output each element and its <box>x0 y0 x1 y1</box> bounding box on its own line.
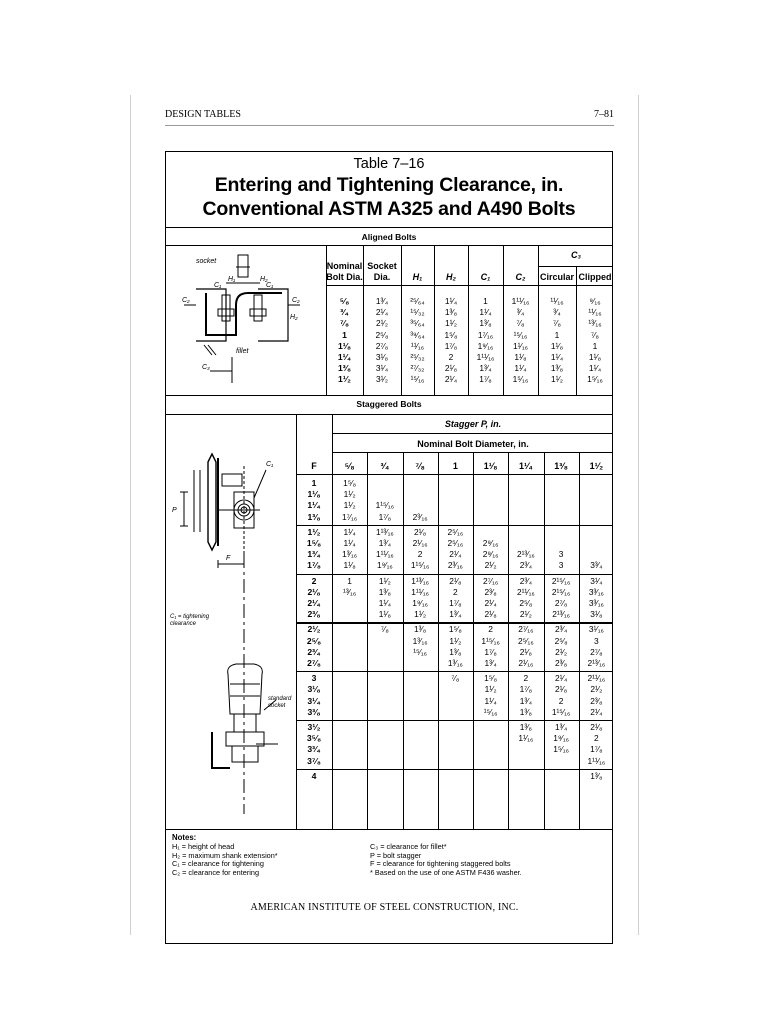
staggered-bolts-figure <box>166 414 296 829</box>
figure-label-h2: H₂ <box>260 276 268 283</box>
f-value-group-0: 1 1¹⁄₈ 1¹⁄₄ 1³⁄₈ <box>307 478 321 522</box>
stagger-cell-group-0-col-1: 1¹⁵⁄₁₆ 1⁷⁄₈ <box>375 500 395 522</box>
header-c2: C₂ <box>515 272 526 282</box>
figure-label-f: F <box>226 555 231 562</box>
header-f: F <box>311 461 317 471</box>
stagger-cell-group-1-col-1: 1¹³⁄₁₆ 1³⁄₄ 1¹¹⁄₁₆ 1⁹⁄₁₆ <box>375 526 394 571</box>
header-circular: Circular <box>539 272 574 282</box>
f-value-group-2: 2 2¹⁄₈ 2¹⁄₄ 2³⁄₈ <box>307 575 321 620</box>
column-nominal-bolt-dia: ⁵⁄₈ ³⁄₄ ⁷⁄₈ 1 1¹⁄₈ 1¹⁄₄ 1³⁄₈ 1¹⁄₂ <box>337 296 352 385</box>
table-frame <box>165 151 613 944</box>
table-title-line2: Conventional ASTM A325 and A490 Bolts <box>202 198 576 220</box>
figure-label-socket: socket <box>196 258 217 265</box>
stagger-cell-group-1-col-0: 1¹⁄₄ 1¹⁄₄ 1³⁄₁₆ 1¹⁄₈ <box>342 526 358 571</box>
diameter-header-3: 1 <box>452 461 458 471</box>
nominal-bolt-diameter-label: Nominal Bolt Diameter, in. <box>417 439 529 449</box>
figure-label-h2-side: H₂ <box>290 314 298 321</box>
header-c3: C₃ <box>571 250 581 260</box>
stagger-cell-group-2-col-3: 2¹⁄₈ 2 1⁷⁄₈ 1³⁄₄ <box>449 575 462 620</box>
stagger-cell-group-0-col-2: 2³⁄₁₆ <box>412 511 428 522</box>
f-value-group-4: 3 3¹⁄₈ 3¹⁄₄ 3³⁄₈ <box>307 673 321 717</box>
stagger-cell-group-3-col-4: 2 1¹⁵⁄₁₆ 1⁷⁄₈ 1³⁄₄ <box>481 624 500 668</box>
stagger-cell-group-2-col-2: 1¹³⁄₁₆ 1¹¹⁄₁₆ 1⁹⁄₁₆ 1¹⁄₂ <box>411 575 430 620</box>
stagger-cell-group-4-col-6: 2¹⁄₄ 2¹⁄₈ 2 1¹⁵⁄₁₆ <box>551 673 571 717</box>
stagger-cell-group-2-col-7: 3¹⁄₄ 3³⁄₁₆ 3³⁄₁₆ 3¹⁄₈ <box>588 575 604 620</box>
diameter-header-1: ³⁄₄ <box>380 461 390 471</box>
figure-note-tightening-clearance: C₁ = tightening clearance <box>170 614 210 627</box>
column-h1: ²⁵⁄₆₄ ¹⁵⁄₃₂ ³⁵⁄₆₄ ³⁹⁄₆₄ ¹¹⁄₁₆ ²⁵⁄₃₂ ²⁷⁄₃₂ ¹⁵⁄₁₆ <box>410 296 425 385</box>
figure-note-standard-socket: standard socket <box>268 696 292 709</box>
figure-label-c2-right: C₂ <box>292 297 300 304</box>
column-socket-dia: 1³⁄₄ 2¹⁄₄ 2¹⁄₂ 2⁵⁄₈ 2⁷⁄₈ 3¹⁄₈ 3¹⁄₄ 3¹⁄₂ <box>375 296 389 385</box>
stagger-cell-group-3-col-6: 2³⁄₄ 2⁵⁄₈ 2¹⁄₂ 2³⁄₈ <box>554 624 568 668</box>
notes-heading: Notes: <box>172 833 197 842</box>
header-h1: H₁ <box>412 272 423 282</box>
figure-label-fillet: fillet <box>236 348 249 355</box>
staggered-bolts-label: Staggered Bolts <box>356 399 422 409</box>
diameter-header-5: 1¹⁄₄ <box>518 461 533 471</box>
column-circular: ¹¹⁄₁₆ ³⁄₄ ⁷⁄₈ 1 1¹⁄₈ 1¹⁄₄ 1³⁄₈ 1¹⁄₂ <box>550 296 564 385</box>
column-h2: 1¹⁄₄ 1³⁄₈ 1¹⁄₂ 1⁵⁄₈ 1⁷⁄₈ 2 2¹⁄₈ 2¹⁄₄ <box>444 296 458 385</box>
table-number: Table 7–16 <box>353 156 425 172</box>
column-c2: 1¹¹⁄₁₆ ³⁄₄ ⁷⁄₈ ¹⁵⁄₁₆ 1¹⁄₁₆ 1¹⁄₈ 1¹⁄₄ 1⁵⁄₁₆ <box>511 296 530 385</box>
diameter-header-7: 1¹⁄₂ <box>589 461 604 471</box>
header-socket-dia: Socket Dia. <box>367 261 397 282</box>
diameter-header-0: ⁵⁄₈ <box>344 461 355 471</box>
stagger-cell-group-3-col-3: 1⁵⁄₈ 1¹⁄₂ 1³⁄₈ 1³⁄₁₆ <box>447 624 463 668</box>
figure-label-c1: C₁ <box>266 461 274 468</box>
stagger-cell-group-1-col-7: 3³⁄₄ <box>590 560 603 571</box>
diameter-header-4: 1¹⁄₈ <box>483 461 498 471</box>
stagger-cell-group-2-col-6: 2¹⁵⁄₁₆ 2¹⁵⁄₁₆ 2⁷⁄₈ 2¹³⁄₁₆ <box>551 575 571 620</box>
notes-right: C₃ = clearance for fillet* P = bolt stagger F = clearance for tightening staggered bolts * Based on the use of one ASTM F436 washer. <box>370 842 522 877</box>
f-value-group-6: 4 <box>311 770 317 781</box>
aligned-bolts-label: Aligned Bolts <box>361 232 417 242</box>
f-value-group-1: 1¹⁄₂ 1⁵⁄₈ 1³⁄₄ 1⁷⁄₈ <box>306 526 322 571</box>
stagger-cell-group-5-col-5: 1³⁄₈ 1¹⁄₁₆ <box>518 722 534 744</box>
stagger-cell-group-2-col-0: 1 ¹³⁄₁₆ <box>343 575 357 597</box>
document-page <box>131 95 638 935</box>
figure-label-c1-left: C₁ <box>214 282 222 289</box>
stagger-cell-group-2-col-5: 2³⁄₄ 2¹¹⁄₁₆ 2⁵⁄₈ 2¹⁄₂ <box>516 575 535 620</box>
stagger-cell-group-3-col-2: 1³⁄₈ 1³⁄₁₆ ¹⁵⁄₁₆ <box>412 624 428 657</box>
stagger-cell-group-1-col-5: 2¹³⁄₁₆ 2³⁄₄ <box>516 549 535 571</box>
rule-below-title <box>166 227 612 228</box>
running-header-section: DESIGN TABLES <box>165 109 241 120</box>
header-h2: H₂ <box>446 272 456 282</box>
stagger-cell-group-4-col-3: ⁷⁄₈ <box>451 673 460 684</box>
stagger-cell-group-3-col-1: ⁷⁄₈ <box>380 624 389 635</box>
stagger-cell-group-6-col-7: 1³⁄₈ <box>590 770 603 781</box>
figure-label-c3: C₃ <box>202 364 210 371</box>
header-c1: C₁ <box>480 272 491 282</box>
stagger-cell-group-4-col-4: 1⁵⁄₈ 1¹⁄₂ 1¹⁄₄ ¹⁵⁄₁₆ <box>483 673 498 717</box>
stagger-p-label: Stagger P, in. <box>444 419 502 429</box>
publisher-footer: AMERICAN INSTITUTE OF STEEL CONSTRUCTION, INC. <box>250 902 519 913</box>
notes-left: H₁ = height of head H₂ = maximum shank extension* C₁ = clearance for tightening C₂ = clearance for entering <box>172 842 278 877</box>
stagger-cell-group-1-col-6: 3 3 <box>558 549 564 571</box>
stagger-cell-group-4-col-7: 2¹¹⁄₁₆ 2¹⁄₂ 2³⁄₈ 2¹⁄₄ <box>587 673 606 717</box>
stagger-cell-group-5-col-6: 1³⁄₄ 1⁹⁄₁₆ 1⁵⁄₁₆ <box>553 722 570 755</box>
diameter-header-6: 1³⁄₈ <box>554 461 568 471</box>
stagger-cell-group-2-col-4: 2⁷⁄₁₆ 2³⁄₈ 2¹⁄₄ 2¹⁄₈ <box>482 575 499 620</box>
stagger-cell-group-1-col-3: 2⁵⁄₁₆ 2⁵⁄₁₆ 2¹⁄₄ 2³⁄₁₆ <box>447 526 464 571</box>
stagger-cell-group-2-col-1: 1¹⁄₂ 1³⁄₈ 1¹⁄₄ 1¹⁄₈ <box>378 575 392 620</box>
column-clipped: ⁹⁄₁₆ ¹¹⁄₁₆ ¹³⁄₁₆ ⁷⁄₈ 1 1¹⁄₈ 1¹⁄₄ 1⁵⁄₁₆ <box>587 296 603 385</box>
figure-label-c2-left: C₂ <box>182 297 190 304</box>
figure-label-p: P <box>172 507 177 514</box>
running-header-page-number: 7–81 <box>594 109 614 120</box>
stagger-cell-group-3-col-7: 3¹⁄₁₆ 3 2⁷⁄₈ 2¹³⁄₁₆ <box>587 624 606 668</box>
stagger-cell-group-4-col-5: 2 1⁷⁄₈ 1³⁄₄ 1³⁄₈ <box>519 673 533 717</box>
f-value-group-5: 3¹⁄₂ 3⁵⁄₈ 3³⁄₄ 3⁷⁄₈ <box>306 722 322 766</box>
aligned-bolts-figure <box>166 245 326 395</box>
header-clipped: Clipped <box>578 272 612 282</box>
header-rule <box>165 125 614 126</box>
stagger-cell-group-0-col-0: 1⁵⁄₈ 1¹⁄₂ 1¹⁄₂ 1⁷⁄₁₆ <box>341 478 358 522</box>
column-c1: 1 1¹⁄₄ 1³⁄₈ 1⁷⁄₁₆ 1⁹⁄₁₆ 1¹¹⁄₁₆ 1³⁄₄ 1⁷⁄₈ <box>476 296 495 385</box>
figure-label-h1: H₁ <box>228 276 236 283</box>
stagger-cell-group-1-col-2: 2¹⁄₈ 2¹⁄₁₆ 2 1¹⁵⁄₁₆ <box>410 526 430 571</box>
figure-label-c1-right: C₁ <box>266 282 274 289</box>
stagger-cell-group-3-col-5: 2⁷⁄₁₆ 2⁵⁄₁₆ 2¹⁄₈ 2¹⁄₁₆ <box>518 624 534 668</box>
table-title-line1: Entering and Tightening Clearance, in. <box>214 174 564 196</box>
stagger-cell-group-5-col-7: 2¹⁄₈ 2 1⁷⁄₈ 1¹¹⁄₁₆ <box>587 722 606 766</box>
header-nominal-bolt-dia: Nominal Bolt Dia. <box>326 261 363 282</box>
diameter-header-2: ⁷⁄₈ <box>415 461 425 471</box>
f-value-group-3: 2¹⁄₂ 2⁵⁄₈ 2³⁄₄ 2⁷⁄₈ <box>306 624 322 668</box>
stagger-cell-group-1-col-4: 2⁹⁄₁₆ 2⁹⁄₁₆ 2¹⁄₂ <box>482 538 499 571</box>
